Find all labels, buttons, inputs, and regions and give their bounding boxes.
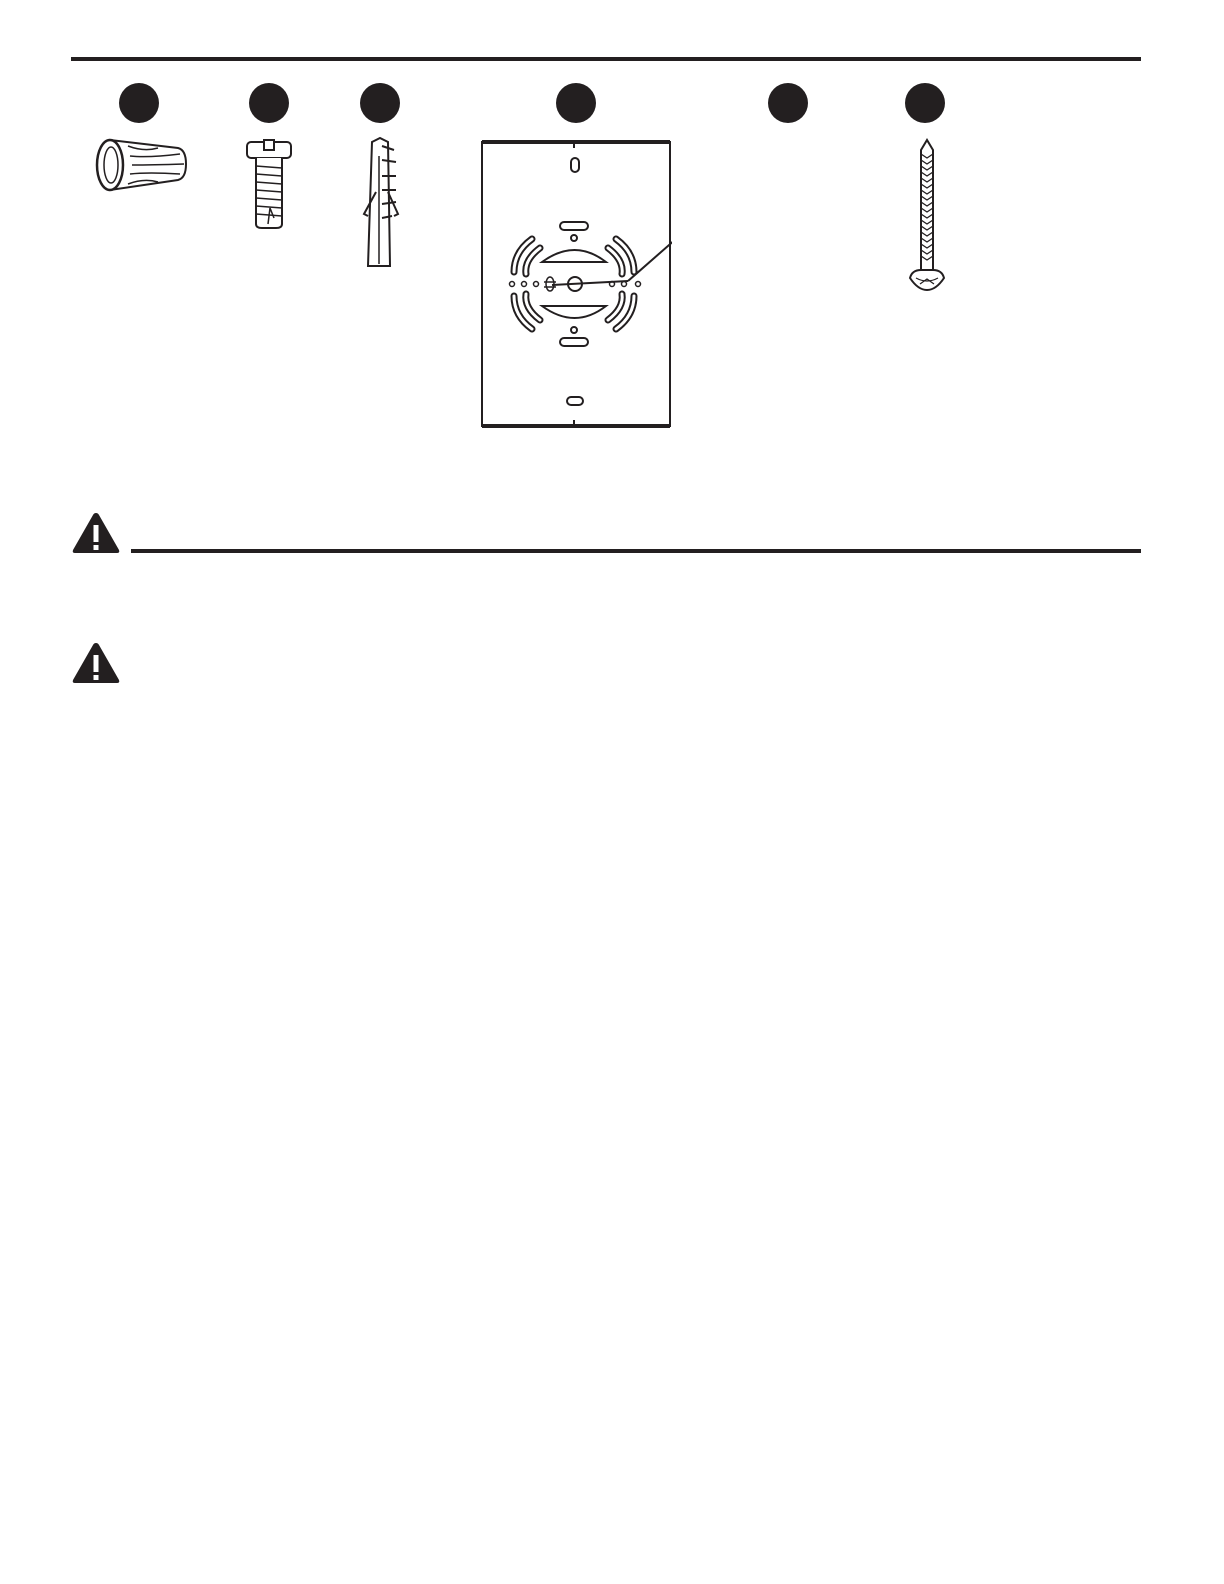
warning-triangle-icon: [70, 640, 122, 686]
part-badge-wire-connector: [119, 83, 159, 123]
caution-section-rule: [131, 549, 1141, 553]
part-badge-long-screw: [905, 83, 945, 123]
wire-connector-illustration: [88, 134, 192, 196]
part-badge-mounting-screw: [249, 83, 289, 123]
part-badge-mounting-plate: [556, 83, 596, 123]
part-badge-ground-screw: [768, 83, 808, 123]
mounting-plate-illustration: [480, 140, 672, 428]
long-screw-illustration: [906, 138, 948, 294]
part-badge-wall-anchor: [360, 83, 400, 123]
top-section-rule: [71, 57, 1141, 61]
wall-anchor-illustration: [358, 136, 404, 270]
mounting-screw-illustration: [244, 138, 294, 232]
warning-triangle-icon: [70, 510, 122, 556]
